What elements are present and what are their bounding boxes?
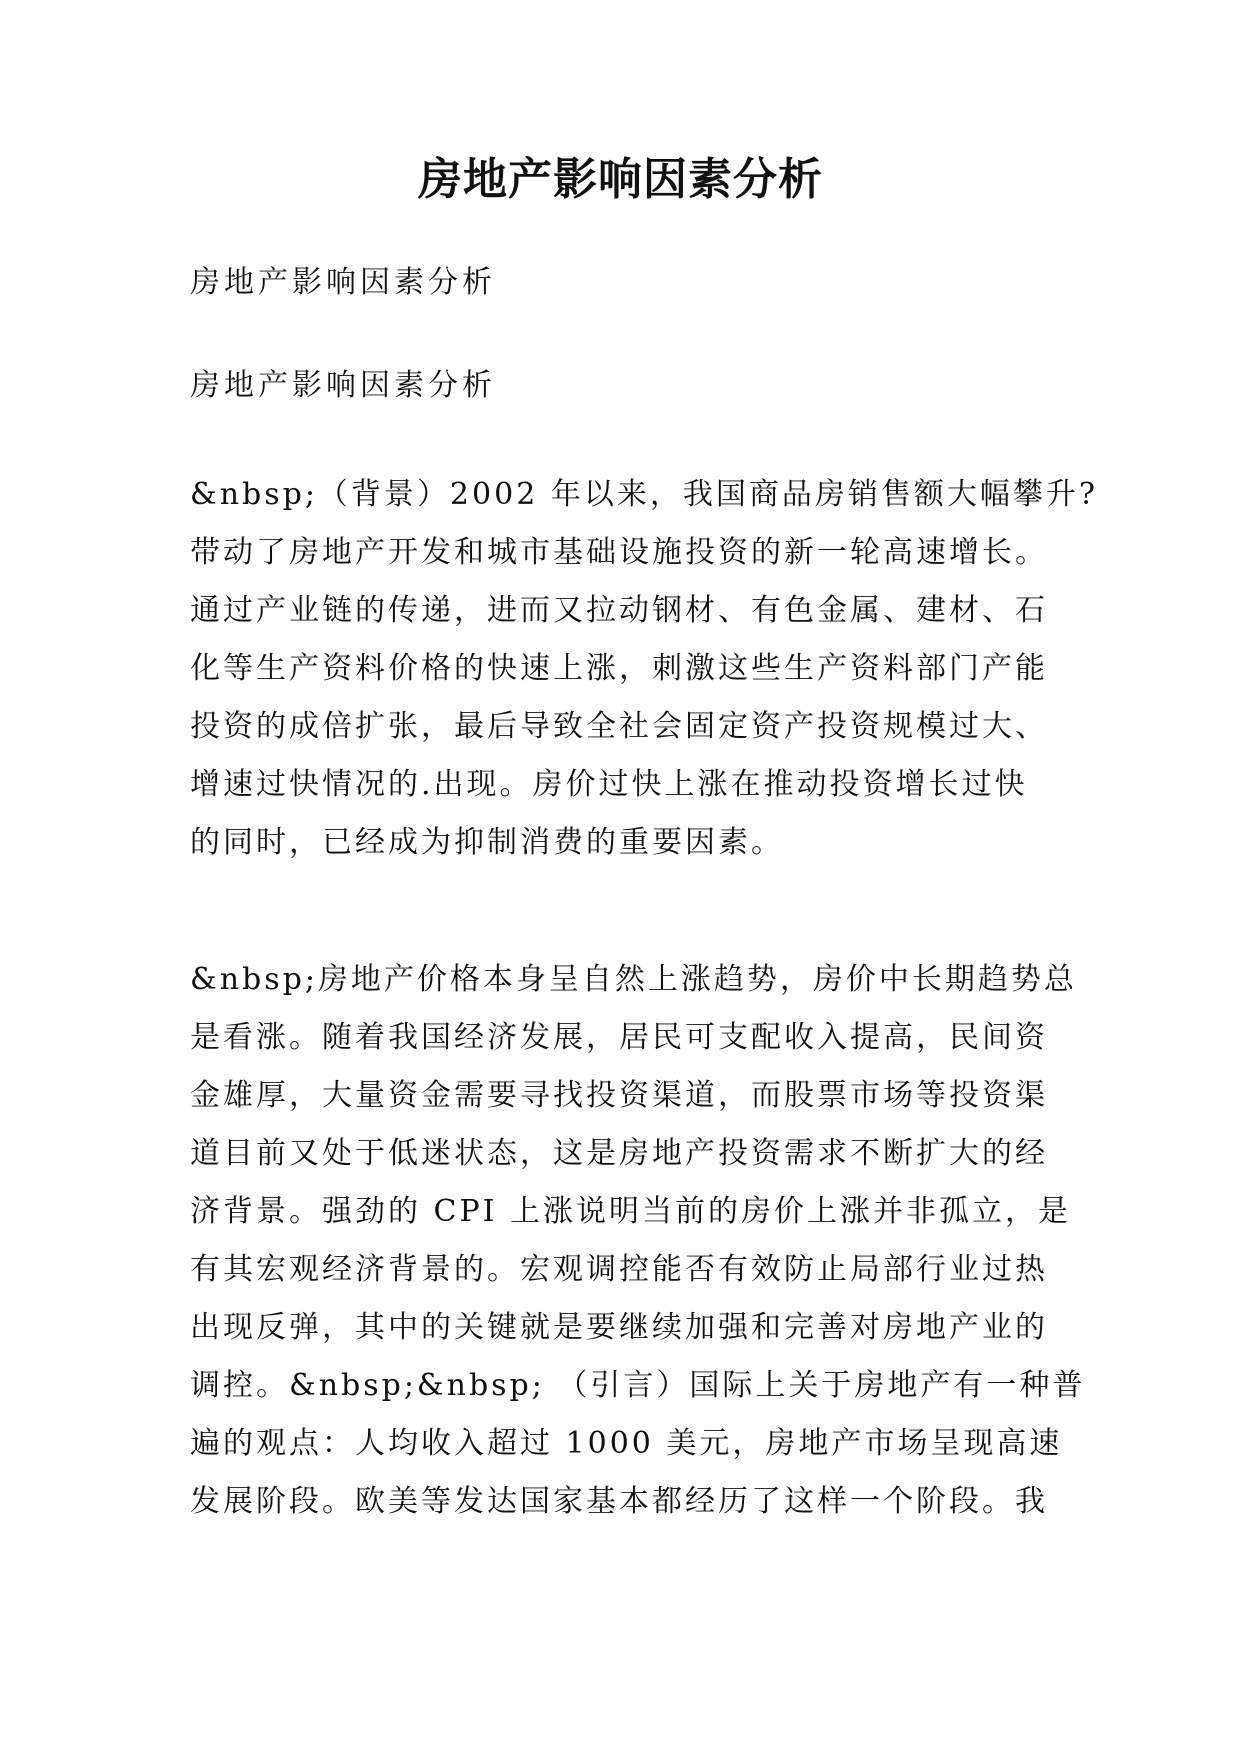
paragraph-line: 是看涨。随着我国经济发展，居民可支配收入提高，民间资: [190, 1020, 1048, 1055]
paragraph-line: 通过产业链的传递，进而又拉动钢材、有色金属、建材、石: [190, 593, 1048, 628]
paragraph-line: &nbsp;（背景）2002 年以来，我国商品房销售额大幅攀升?: [190, 477, 1098, 512]
paragraph-line: 金雄厚，大量资金需要寻找投资渠道，而股票市场等投资渠: [190, 1078, 1048, 1113]
paragraph-line: 发展阶段。欧美等发达国家基本都经历了这样一个阶段。我: [190, 1484, 1048, 1519]
paragraph-price-trend: [190, 951, 1086, 1531]
paragraph-line: 道目前又处于低迷状态，这是房地产投资需求不断扩大的经: [190, 1136, 1048, 1171]
paragraph-line: 化等生产资料价格的快速上涨，刺激这些生产资料部门产能: [190, 651, 1048, 686]
paragraph-line: 出现反弹，其中的关键就是要继续加强和完善对房地产业的: [190, 1310, 1048, 1345]
subtitle-line: 房地产影响因素分析: [190, 265, 496, 300]
paragraph-line: 遍的观点：人均收入超过 1000 美元，房地产市场呈现高速: [190, 1426, 1063, 1461]
paragraph-line: 调控。&nbsp;&nbsp; （引言）国际上关于房地产有一种普: [190, 1368, 1086, 1403]
paragraph-line: 的同时，已经成为抑制消费的重要因素。: [190, 825, 784, 860]
paragraph-line: 济背景。强劲的 CPI 上涨说明当前的房价上涨并非孤立，是: [190, 1194, 1072, 1229]
paragraph-line: &nbsp;房地产价格本身呈自然上涨趋势，房价中长期趋势总: [190, 962, 1077, 997]
paragraph-line: 投资的成倍扩张，最后导致全社会固定资产投资规模过大、: [190, 709, 1048, 744]
paragraph-line: 带动了房地产开发和城市基础设施投资的新一轮高速增长。: [190, 535, 1048, 570]
paragraph-line: 增速过快情况的.出现。房价过快上涨在推动投资增长过快: [190, 767, 1028, 802]
paragraph-background: [190, 466, 1098, 872]
subtitle-line: 房地产影响因素分析: [190, 368, 496, 403]
document-title: 房地产影响因素分析: [418, 154, 823, 205]
paragraph-line: 有其宏观经济背景的。宏观调控能否有效防止局部行业过热: [190, 1252, 1048, 1287]
